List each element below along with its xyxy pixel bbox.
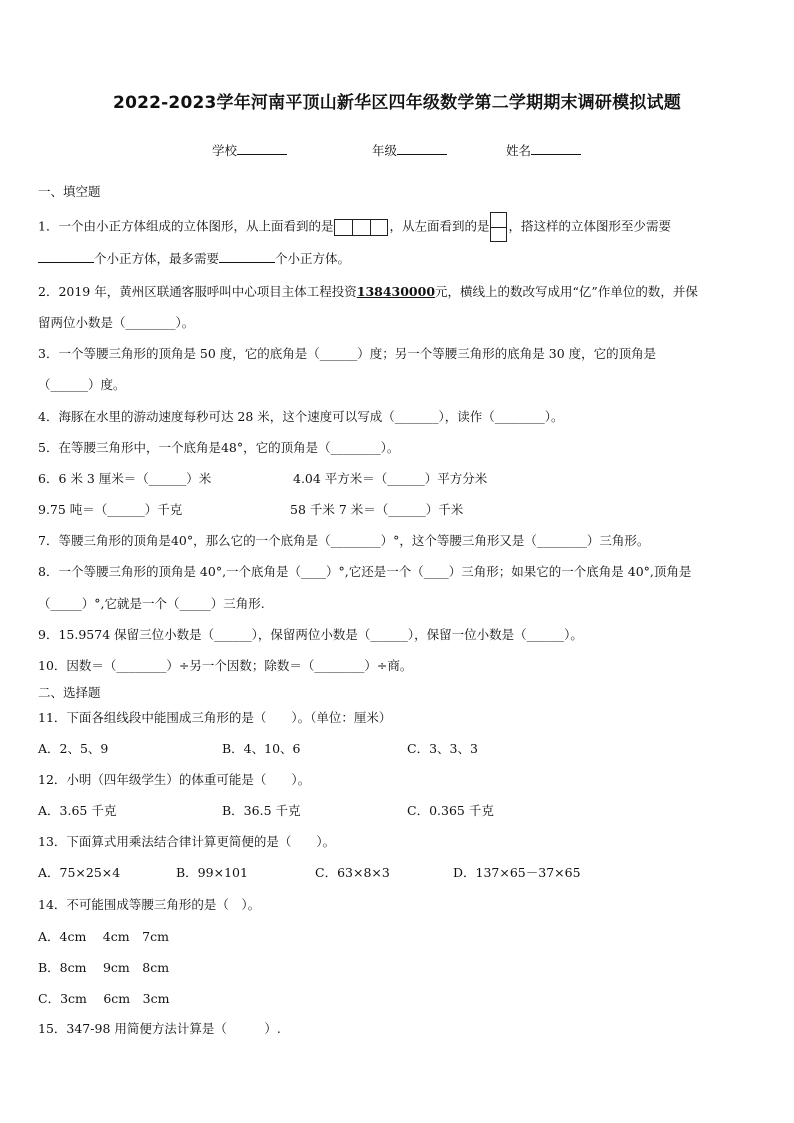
option-a[interactable]: A．75×25×4 <box>38 865 121 880</box>
question-1-line-2 <box>38 249 350 267</box>
question-3-line-1: 3．一个等腰三角形的顶角是 50 度，它的底角是（______）度；另一个等腰三角形的底角是 30 度，它的顶角是 <box>38 346 657 361</box>
answer-blank[interactable] <box>38 249 94 263</box>
question-13: 13．下面算式用乘法结合律计算更简便的是（ ）。 <box>38 834 336 849</box>
option-a[interactable]: A．2、5、9 <box>38 741 109 756</box>
section-heading-choice: 二、选择题 <box>38 685 101 700</box>
question-8-line-1: 8．一个等腰三角形的顶角是 40°,一个底角是（____）°,它还是一个（____）三角形；如果它的一个底角是 40°,顶角是 <box>38 564 692 579</box>
question-1-line-1 <box>38 212 671 242</box>
option-b[interactable]: B．99×101 <box>176 865 248 880</box>
school-field <box>212 141 287 159</box>
question-6-a: 6．6 米 3 厘米＝（______）米 <box>38 471 212 486</box>
question-7: 7．等腰三角形的顶角是40°，那么它的一个底角是（________）°，这个等腰三角形又是（________）三角形。 <box>38 533 650 548</box>
option-c[interactable]: C．63×8×3 <box>315 865 390 880</box>
top-view-figure <box>334 219 388 236</box>
grade-label: 年级 <box>372 143 398 158</box>
question-1-text-c: ，搭这样的立体图形至少需要 <box>508 218 671 234</box>
question-1-text-b: ，从左面看到的是 <box>389 218 490 234</box>
question-2-line-2: 留两位小数是（________）。 <box>38 315 195 330</box>
option-b[interactable]: B．4、10、6 <box>222 741 301 756</box>
question-8-line-2: （_____）°,它就是一个（_____）三角形. <box>38 596 265 611</box>
option-b[interactable]: B．8cm 9cm 8cm <box>38 960 170 975</box>
question-2-text-b: 元，横线上的数改写成用“亿”作单位的数，并保 <box>435 284 698 299</box>
question-9: 9．15.9574 保留三位小数是（______），保留两位小数是（______），保留一位小数是（______）。 <box>38 627 583 642</box>
option-c[interactable]: C．3cm 6cm 3cm <box>38 991 170 1006</box>
name-field <box>506 141 581 159</box>
name-blank[interactable] <box>531 141 581 155</box>
question-10: 10．因数＝（________）÷另一个因数；除数＝（________）÷商。 <box>38 658 413 673</box>
option-b[interactable]: B．36.5 千克 <box>222 803 301 818</box>
option-c[interactable]: C．0.365 千克 <box>407 803 494 818</box>
grade-blank[interactable] <box>397 141 447 155</box>
option-a[interactable]: A．4cm 4cm 7cm <box>38 929 169 944</box>
question-2-line-1 <box>38 282 698 300</box>
question-12: 12．小明（四年级学生）的体重可能是（ ）。 <box>38 772 311 787</box>
underlined-number: 138430000 <box>356 284 436 299</box>
page-title: 2022-2023学年河南平顶山新华区四年级数学第二学期期末调研模拟试题 <box>113 93 681 113</box>
question-6-c: 9.75 吨＝（______）千克 <box>38 502 183 517</box>
question-6-d: 58 千米 7 米＝（______）千米 <box>290 502 464 517</box>
answer-blank[interactable] <box>219 249 275 263</box>
section-heading-fill: 一、填空题 <box>38 184 101 199</box>
question-6-b: 4.04 平方米＝（______）平方分米 <box>293 471 488 486</box>
question-1-text-d: 个小正方体，最多需要 <box>94 251 220 266</box>
question-1-text-e: 个小正方体。 <box>275 251 351 266</box>
question-2-text-a: 2．2019 年，黄州区联通客服呼叫中心项目主体工程投资 <box>38 284 357 299</box>
school-blank[interactable] <box>237 141 287 155</box>
question-15: 15．347-98 用简便方法计算是（ ）. <box>38 1021 281 1036</box>
question-1-text-a: 1．一个由小正方体组成的立体图形，从上面看到的是 <box>38 218 334 234</box>
option-c[interactable]: C．3、3、3 <box>407 741 478 756</box>
question-4: 4．海豚在水里的游动速度每秒可达 28 米，这个速度可以写成（_______），读作（________）。 <box>38 409 564 424</box>
grade-field <box>372 141 447 159</box>
left-view-figure <box>490 212 507 242</box>
option-d[interactable]: D．137×65－37×65 <box>453 865 581 880</box>
question-14: 14．不可能围成等腰三角形的是（ ）。 <box>38 897 261 912</box>
name-label: 姓名 <box>506 143 532 158</box>
question-11: 11．下面各组线段中能围成三角形的是（ ）。（单位：厘米） <box>38 710 392 725</box>
option-a[interactable]: A．3.65 千克 <box>38 803 117 818</box>
question-3-line-2: （______）度。 <box>38 377 126 392</box>
school-label: 学校 <box>212 143 238 158</box>
question-5: 5．在等腰三角形中，一个底角是48°，它的顶角是（________）。 <box>38 440 400 455</box>
